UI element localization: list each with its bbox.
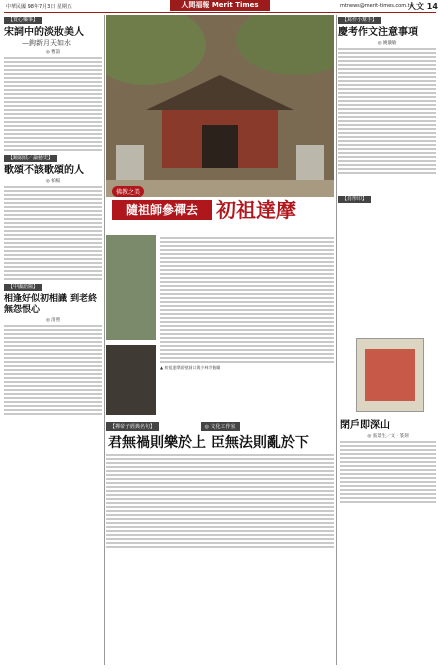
headline-1: 宋詞中的淡妝美人 (4, 27, 84, 38)
author-right: ◎ 姚儀敏 (377, 41, 397, 46)
tag-seal: 【肖形印】 (338, 196, 371, 203)
website: mtnews@merit-times.com.tw (340, 3, 414, 9)
right-lower (340, 420, 436, 505)
feature-headline: 初祖達摩 (216, 198, 296, 222)
hero-photo (106, 15, 334, 197)
body-text-seal (340, 441, 436, 503)
tag-right: 【寫作小幫手】 (338, 17, 381, 24)
author-seal: ◎ 張景生／文‧篆刻 (367, 434, 409, 439)
masthead (0, 0, 440, 12)
series-badge: 佛教之美 (112, 186, 144, 197)
lower-body (106, 452, 334, 550)
body-text-right (338, 48, 436, 174)
author-3: ◎ 清照 (45, 318, 61, 323)
lower-headline: 君無禍則樂於上 臣無法則亂於下 (108, 435, 309, 451)
column-divider (336, 15, 337, 665)
headline-3: 相逢好似初相識 到老終無怨恨心 (4, 294, 98, 315)
headline-right: 慶考作文注意事項 (338, 27, 418, 38)
column-divider (104, 15, 105, 665)
right-column (338, 15, 436, 206)
headline-seal: 閉戶即深山 (340, 420, 390, 431)
tag-4: 【禪帝子經典名句】 (106, 422, 159, 431)
mountain-photo (106, 235, 156, 340)
feature-kicker: 隨祖師參禪去 (112, 200, 212, 220)
seal-image (356, 338, 424, 412)
issue-date: 中華民國 98年7月3日 星期五 (6, 4, 72, 10)
temple-illustration (106, 15, 334, 197)
subhead-1: —鉤新月天如水 (22, 39, 71, 47)
body-text-3 (4, 325, 102, 415)
tag-5: ◎ 文化工作室 (201, 422, 240, 431)
header-rule (4, 12, 436, 13)
feature-title (112, 189, 332, 226)
left-column (4, 15, 102, 417)
cave-photo (106, 345, 156, 415)
newspaper-logo: 人間福報 Merit Times (170, 0, 270, 11)
body-text-2 (4, 186, 102, 280)
body-text-1 (4, 57, 102, 151)
tag-2: 【鏡頭底／論藝史】 (4, 155, 57, 162)
feature-body (160, 235, 334, 370)
tag-3: 【中國語醫】 (4, 284, 42, 291)
author-2: ◎ 柏楊 (45, 179, 61, 184)
author-1: ◎ 曹誼 (45, 50, 61, 55)
headline-2: 歌頌不該歌頌的人 (4, 165, 84, 176)
photo-caption: ▲ 初祖達摩面壁洞口與少林寺俯瞰 (160, 365, 221, 370)
tag-1: 【賞心樂事】 (4, 17, 42, 24)
section-label: 人文 14 (408, 2, 438, 11)
